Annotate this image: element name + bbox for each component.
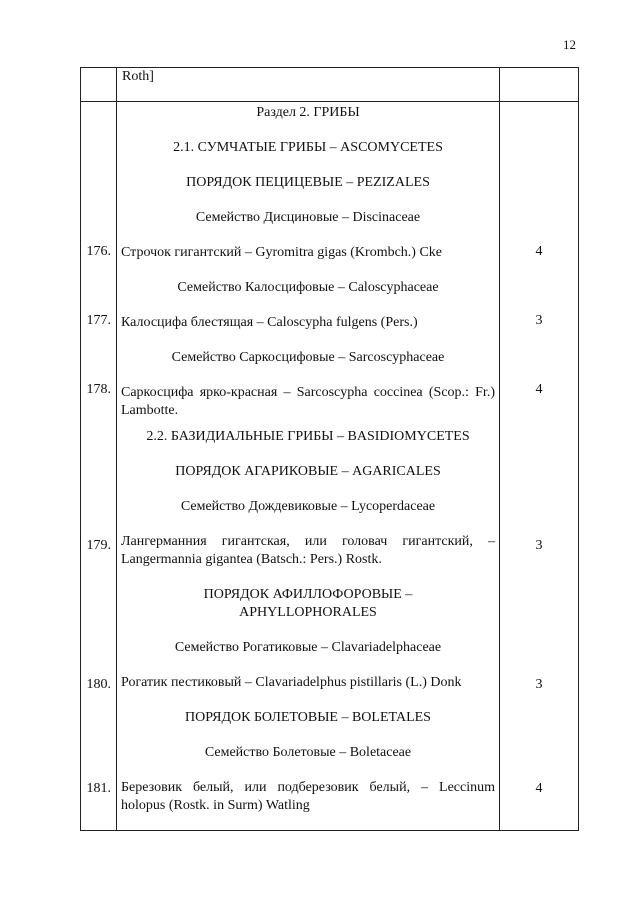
species-name: Калосцифа блестящая – Caloscypha fulgens (Pers.) [121, 315, 418, 330]
species-name: Строчок гигантский – Gyromitra gigas (Krombch.) Cke [121, 245, 443, 260]
section-title: Раздел 2. ГРИБЫ [256, 105, 360, 120]
family-heading: Семейство Дисциновые – Discinaceae [195, 210, 421, 225]
species-name: Березовик белый, или подберезовик белый, – Leccinum holopus (Rostk. in Surm) Watling [121, 780, 495, 813]
entry-number: 181. [86, 781, 111, 796]
category-value: 3 [535, 313, 543, 328]
species-name: Рогатик пестиковый – Clavariadelphus pistillaris (L.) Donk [121, 675, 462, 690]
order-heading: ПОРЯДОК АГАРИКОВЫЕ – AGARICALES [175, 464, 441, 479]
family-heading: Семейство Рогатиковые – Clavariadelphaceae [174, 640, 442, 655]
family-heading: Семейство Саркосцифовые – Sarcoscyphaceae [171, 350, 445, 365]
family-heading: Семейство Калосцифовые – Caloscyphaceae [177, 280, 439, 295]
family-heading: Семейство Болетовые – Boletaceae [204, 745, 412, 760]
entry-number: 178. [86, 382, 111, 397]
name-column [117, 102, 500, 831]
order-heading: ПОРЯДОК БОЛЕТОВЫЕ – BOLETALES [185, 710, 431, 725]
species-name: Саркосцифа ярко-красная – Sarcoscypha coccinea (Scop.: Fr.) Lambotte. [121, 385, 495, 418]
category-value: 4 [535, 382, 543, 397]
group-heading: 2.2. БАЗИДИАЛЬНЫЕ ГРИБЫ – BASIDIOMYCETES [146, 429, 470, 444]
order-heading: ПОРЯДОК АФИЛЛОФОРОВЫЕ – APHYLLOPHORALES [203, 587, 413, 620]
family-heading: Семейство Дождевиковые – Lycoperdaceae [180, 499, 436, 514]
continuation-text: Roth] [122, 69, 154, 84]
continuation-row [81, 68, 579, 102]
section-row [81, 102, 579, 831]
species-name: Лангерманния гигантская, или головач гигантский, – Langermannia gigantea (Batsch.: Pers.) Rostk. [121, 534, 495, 567]
entry-number: 177. [86, 313, 111, 328]
category-column [500, 102, 579, 831]
entry-number: 176. [86, 244, 111, 259]
number-column [81, 102, 117, 831]
page-number: 12 [563, 37, 576, 52]
category-value: 3 [535, 538, 543, 553]
entry-number: 180. [86, 677, 111, 692]
category-value: 4 [535, 244, 543, 259]
group-heading: 2.1. СУМЧАТЫЕ ГРИБЫ – ASCOMYCETES [173, 140, 443, 155]
order-heading: ПОРЯДОК ПЕЦИЦЕВЫЕ – PEZIZALES [186, 175, 430, 190]
entry-number: 179. [86, 538, 111, 553]
category-value: 4 [535, 781, 543, 796]
species-table [80, 67, 579, 831]
category-value: 3 [535, 677, 543, 692]
